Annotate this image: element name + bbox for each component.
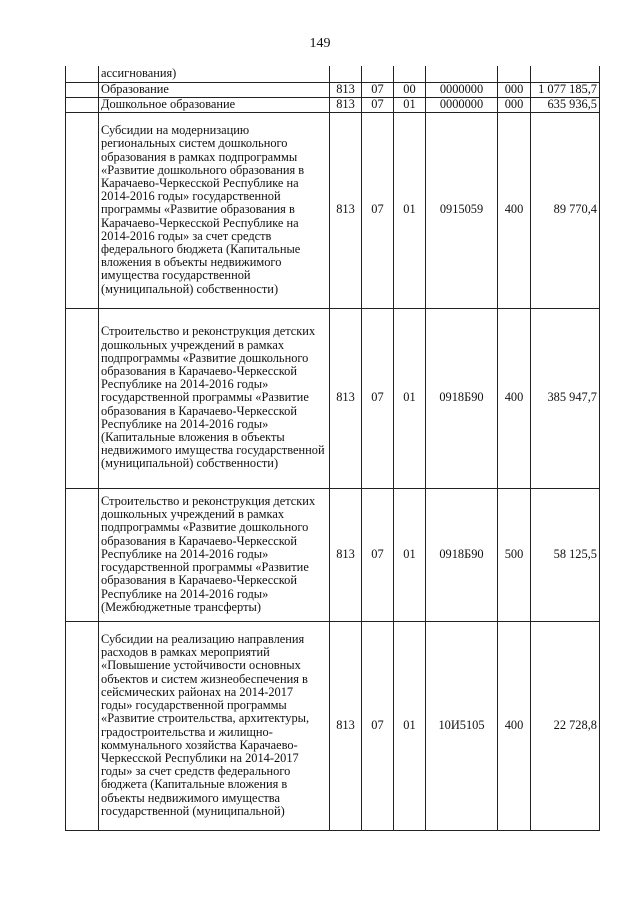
subsection-code: 01 (394, 308, 426, 488)
blank-cell (66, 112, 99, 308)
row-name: Субсидии на модернизацию региональных систем дошкольного образования в рамках подпрограммы «Развитие дошкольного образования в Карачаево-Черкесской Республике на 2014-2016 годы» государственной программы «Развитие образования в Карачаево-Черкесской Республике на 2014-2016 годы» за счет средств федерального бюджета (Капитальные вложения в объекты недвижимого имущества государственной (муниципальной) собственности) (99, 112, 330, 308)
sum-value: 22 728,8 (531, 621, 600, 830)
section-code: 07 (362, 97, 394, 112)
expense-type: 400 (498, 621, 531, 830)
target-code: 0918Б90 (426, 308, 498, 488)
expense-type: 500 (498, 488, 531, 621)
table-row (66, 308, 600, 488)
expense-type: 000 (498, 97, 531, 112)
admin-code: 813 (330, 112, 362, 308)
table-row (66, 66, 600, 82)
target-code: 0000000 (426, 97, 498, 112)
subsection-code: 00 (394, 82, 426, 97)
table-row (66, 97, 600, 112)
admin-code: 813 (330, 621, 362, 830)
target-code: 0915059 (426, 112, 498, 308)
expense-type: 000 (498, 82, 531, 97)
target-code (426, 66, 498, 82)
expense-type (498, 66, 531, 82)
admin-code: 813 (330, 97, 362, 112)
target-code: 10И5105 (426, 621, 498, 830)
row-name: Субсидии на реализацию направления расходов в рамках мероприятий «Повышение устойчивости основных объектов и систем жизнеобеспечения в сейсмических районах на 2014-2017 годы» государственной программы «Развитие строительства, архитектуры, градостроительства и жилищно-коммунального хозяйства Карачаево-Черкесской Республики на 2014-2017 годы» за счет средств федерального бюджета (Капитальные вложения в объекты недвижимого имущества государственной (муниципальной) (99, 621, 330, 830)
blank-cell (66, 621, 99, 830)
section-code: 07 (362, 621, 394, 830)
section-code: 07 (362, 488, 394, 621)
sum-value: 89 770,4 (531, 112, 600, 308)
expense-type: 400 (498, 112, 531, 308)
row-name: Дошкольное образование (99, 97, 330, 112)
target-code: 0000000 (426, 82, 498, 97)
blank-cell (66, 66, 99, 82)
table-row (66, 82, 600, 97)
page-number: 149 (309, 36, 331, 51)
subsection-code: 01 (394, 621, 426, 830)
subsection-code: 01 (394, 97, 426, 112)
blank-cell (66, 97, 99, 112)
sum-value: 1 077 185,7 (531, 82, 600, 97)
sum-value: 635 936,5 (531, 97, 600, 112)
target-code: 0918Б90 (426, 488, 498, 621)
section-code: 07 (362, 82, 394, 97)
admin-code (330, 66, 362, 82)
budget-table (65, 66, 600, 831)
table-row (66, 488, 600, 621)
subsection-code: 01 (394, 488, 426, 621)
section-code (362, 66, 394, 82)
blank-cell (66, 488, 99, 621)
sum-value: 385 947,7 (531, 308, 600, 488)
row-name: ассигнования) (99, 66, 330, 82)
section-code: 07 (362, 308, 394, 488)
sum-value: 58 125,5 (531, 488, 600, 621)
table-row (66, 621, 600, 830)
row-name: Строительство и реконструкция детских дошкольных учреждений в рамках подпрограммы «Развитие дошкольного образования в Карачаево-Черкесской Республике на 2014-2016 годы» государственной программы «Развитие образования в Карачаево-Черкесской Республике на 2014-2016 годы» (Межбюджетные трансферты) (99, 488, 330, 621)
subsection-code: 01 (394, 112, 426, 308)
admin-code: 813 (330, 488, 362, 621)
expense-type: 400 (498, 308, 531, 488)
blank-cell (66, 308, 99, 488)
admin-code: 813 (330, 308, 362, 488)
table-row (66, 112, 600, 308)
row-name: Образование (99, 82, 330, 97)
blank-cell (66, 82, 99, 97)
admin-code: 813 (330, 82, 362, 97)
section-code: 07 (362, 112, 394, 308)
row-name: Строительство и реконструкция детских дошкольных учреждений в рамках подпрограммы «Развитие дошкольного образования в Карачаево-Черкесской Республике на 2014-2016 годы» государственной программы «Развитие образования в Карачаево-Черкесской Республике на 2014-2016 годы» (Капитальные вложения в объекты недвижимого имущества государственной (муниципальной) собственности) (99, 308, 330, 488)
subsection-code (394, 66, 426, 82)
sum-value (531, 66, 600, 82)
